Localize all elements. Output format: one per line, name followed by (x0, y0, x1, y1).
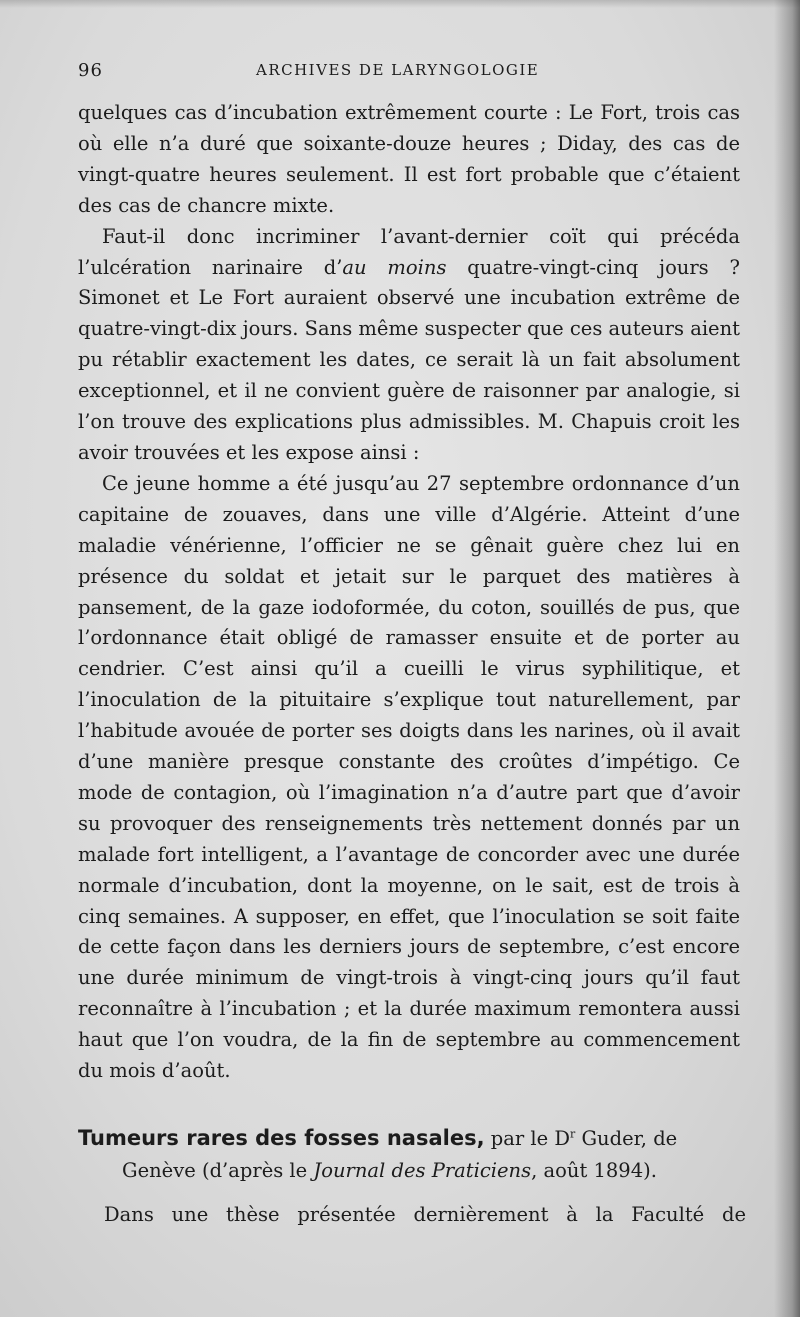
paragraph-question-before: Faut-il donc incriminer l’avant-dernier coït qui précéda l’ulcération narinaire d’ (78, 224, 740, 279)
paragraph-question-italic: au moins (342, 255, 447, 279)
page-top-edge (0, 0, 800, 8)
section-heading (78, 1122, 748, 1187)
running-header (78, 58, 758, 84)
paragraph-question-after: quatre-vingt-cinq jours ? Simonet et Le Fort auraient observé une incubation extrême de quatre-vingt-dix jours. Sans même suspecter que ces auteurs aient pu rétablir exactement les dates, ce serait là un fait absolument exceptionnel, et il ne convient guère de raisonner par analogie, si l’on trouve des explications plus admissibles. M. Chapuis croit les avoir trouvées et les expose ainsi : (78, 255, 740, 464)
section-dr-superscript: r (570, 1127, 576, 1141)
journal-name: Journal des Praticiens (313, 1159, 532, 1182)
section-title: Tumeurs rares des fosses nasales, (78, 1126, 485, 1150)
section-source-after: , août 1894). (531, 1159, 657, 1182)
page-number: 96 (78, 60, 103, 81)
binding-shadow (774, 0, 800, 1317)
paragraph-new-section-start: Dans une thèse présentée dernièrement à la Faculté de (104, 1203, 746, 1226)
paragraph-continuation: quelques cas d’incubation extrêmement courte : Le Fort, trois cas où elle n’a duré que soixante-douze heures ; Diday, des cas de vingt-quatre heures seulement. Il est fort probable que c’étaient des cas de chancre mixte. (78, 101, 740, 217)
body-text (78, 98, 740, 1087)
running-title: ARCHIVES DE LARYNGOLOGIE (256, 61, 540, 79)
section-source-line (78, 1155, 748, 1187)
paragraph-question (78, 222, 740, 469)
section-author: Guder, de (575, 1127, 678, 1150)
paragraph-explanation: Ce jeune homme a été jusqu’au 27 septembre ordonnance d’un capitaine de zouaves, dans une ville d’Algérie. Atteint d’une maladie vénérienne, l’officier ne se gênait guère chez lui en présence du soldat et jetait sur le parquet des matières à pansement, de la gaze iodoformée, du coton, souillés de pus, que l’ordonnance était obligé de ramasser ensuite et de porter au cendrier. C’est ainsi qu’il a cueilli le virus syphilitique, et l’inoculation de la pituitaire s’explique tout naturellement, par l’habitude avouée de porter ses doigts dans les narines, où il avait d’une manière presque constante des croûtes d’impétigo. Ce mode de contagion, où l’imagination n’a d’autre part que d’avoir su provoquer des renseignements très nettement donnés par un malade fort intelligent, a l’avantage de concorder avec une durée normale d’incubation, dont la moyenne, on le sait, est de trois à cinq semaines. A supposer, en effet, que l’inoculation se soit faite de cette façon dans les derniers jours de septembre, c’est encore une durée minimum de vingt-trois à vingt-cinq jours qu’il faut reconnaître à l’incubation ; et la durée maximum remontera aussi haut que l’on voudra, de la fin de septembre au commencement du mois d’août. (78, 471, 740, 1083)
section-source-before: Genève (d’après le (122, 1159, 314, 1182)
section-by: par le D (484, 1127, 570, 1150)
